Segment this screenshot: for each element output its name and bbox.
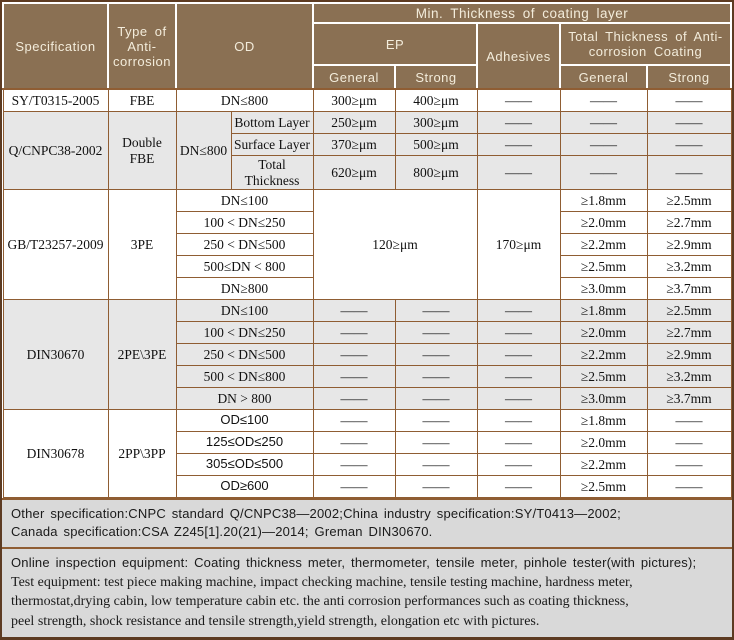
- cell-ep-general: ——: [313, 476, 395, 498]
- cell-spec: DIN30678: [3, 410, 108, 498]
- cell-ep-strong: ——: [395, 454, 477, 476]
- cell-layer: Bottom Layer: [231, 112, 313, 134]
- cell-od: 100 < DN≤250: [176, 322, 313, 344]
- header-type-anticorrosion: Type of Anti-corrosion: [108, 3, 176, 89]
- header-od: OD: [176, 3, 313, 89]
- cell-total-strong: ——: [647, 454, 731, 476]
- cell-type: Double FBE: [108, 112, 176, 190]
- cell-total-general: ≥2.2mm: [560, 344, 647, 366]
- row-cnpc-bottom: [3, 112, 731, 134]
- cell-od: 250 < DN≤500: [176, 234, 313, 256]
- cell-total-general: ≥3.0mm: [560, 278, 647, 300]
- cell-adhesives: ——: [477, 300, 560, 322]
- cell-ep-general: 620≥μm: [313, 156, 395, 190]
- cell-total-general: ≥2.0mm: [560, 432, 647, 454]
- cell-total-strong: ≥3.7mm: [647, 278, 731, 300]
- cell-od: 100 < DN≤250: [176, 212, 313, 234]
- cell-ep-strong: ——: [395, 344, 477, 366]
- cell-total-general: ≥2.2mm: [560, 234, 647, 256]
- cell-total-general: ≥2.5mm: [560, 476, 647, 498]
- cell-total-general: ——: [560, 89, 647, 112]
- cell-total-strong: ——: [647, 156, 731, 190]
- cell-total-strong: ≥2.9mm: [647, 234, 731, 256]
- cell-adhesives: ——: [477, 476, 560, 498]
- header-ep-strong: Strong: [395, 65, 477, 89]
- cell-total-general: ≥1.8mm: [560, 190, 647, 212]
- cell-adhesives: ——: [477, 454, 560, 476]
- cell-total-general: ≥2.0mm: [560, 322, 647, 344]
- cell-ep-general: 250≥μm: [313, 112, 395, 134]
- cell-od: DN≤800: [176, 89, 313, 112]
- cell-total-strong: ≥3.7mm: [647, 388, 731, 410]
- cell-od: DN≤100: [176, 190, 313, 212]
- cell-type: FBE: [108, 89, 176, 112]
- cell-total-strong: ——: [647, 89, 731, 112]
- cell-total-strong: ——: [647, 432, 731, 454]
- cell-total-strong: ——: [647, 476, 731, 498]
- header-specification: Specification: [3, 3, 108, 89]
- cell-total-general: ——: [560, 134, 647, 156]
- cell-spec: GB/T23257-2009: [3, 190, 108, 300]
- cell-total-general: ≥2.2mm: [560, 454, 647, 476]
- cell-ep-general: ——: [313, 322, 395, 344]
- cell-ep-strong: ——: [395, 410, 477, 432]
- cell-total-strong: ≥2.5mm: [647, 300, 731, 322]
- cell-ep-general: ——: [313, 366, 395, 388]
- cell-adhesives: ——: [477, 112, 560, 134]
- cell-od: 500≤DN < 800: [176, 256, 313, 278]
- cell-total-strong: ——: [647, 410, 731, 432]
- row-din78-1: [3, 410, 731, 432]
- cell-od: OD≤100: [176, 410, 313, 432]
- cell-total-general: ≥2.0mm: [560, 212, 647, 234]
- cell-ep-merged: 120≥μm: [313, 190, 477, 300]
- cell-ep-strong: ——: [395, 300, 477, 322]
- header-ep: EP: [313, 23, 477, 65]
- cell-od: DN > 800: [176, 388, 313, 410]
- cell-adhesives: ——: [477, 156, 560, 190]
- cell-od: 500 < DN≤800: [176, 366, 313, 388]
- cell-ep-strong: ——: [395, 388, 477, 410]
- cell-ep-strong: 500≥μm: [395, 134, 477, 156]
- cell-od: 250 < DN≤500: [176, 344, 313, 366]
- row-gb-1: [3, 190, 731, 212]
- cell-ep-strong: 300≥μm: [395, 112, 477, 134]
- cell-ep-general: ——: [313, 344, 395, 366]
- cell-type: 2PE\3PE: [108, 300, 176, 410]
- cell-total-general: ——: [560, 156, 647, 190]
- coating-spec-table: [2, 2, 732, 498]
- other-specifications-note: [2, 498, 732, 547]
- online-inspection-line1: Online inspection equipment: Coating thickness meter, thermometer, tensile meter, pinhole tester(with pictures);: [11, 555, 697, 571]
- test-equipment-line3: thermostat,drying cabin, low temperature cabin etc. the anti corrosion performances such as coating thickness,: [11, 594, 629, 610]
- cell-adhesives: ——: [477, 89, 560, 112]
- cell-total-strong: ——: [647, 112, 731, 134]
- cell-adhesives: ——: [477, 366, 560, 388]
- header-total-strong: Strong: [647, 65, 731, 89]
- cell-adhesives: ——: [477, 322, 560, 344]
- cell-total-general: ≥1.8mm: [560, 300, 647, 322]
- cell-adhesives: 170≥μm: [477, 190, 560, 300]
- cell-ep-strong: 800≥μm: [395, 156, 477, 190]
- cell-total-general: ≥3.0mm: [560, 388, 647, 410]
- header-adhesives: Adhesives: [477, 23, 560, 89]
- cell-total-general: ≥2.5mm: [560, 256, 647, 278]
- cell-total-general: ≥2.5mm: [560, 366, 647, 388]
- cell-ep-general: ——: [313, 300, 395, 322]
- cell-ep-strong: ——: [395, 432, 477, 454]
- header-total-thickness: Total Thickness of Anti-corrosion Coating: [560, 23, 731, 65]
- cell-od: 125≤OD≤250: [176, 432, 313, 454]
- cell-adhesives: ——: [477, 344, 560, 366]
- cell-total-strong: ≥2.9mm: [647, 344, 731, 366]
- cell-ep-general: ——: [313, 432, 395, 454]
- cell-total-strong: ——: [647, 134, 731, 156]
- header-ep-general: General: [313, 65, 395, 89]
- cell-total-strong: ≥3.2mm: [647, 366, 731, 388]
- cell-ep-strong: ——: [395, 476, 477, 498]
- cell-type: 2PP\3PP: [108, 410, 176, 498]
- cell-spec: Q/CNPC38-2002: [3, 112, 108, 190]
- cell-ep-general: 300≥μm: [313, 89, 395, 112]
- cell-ep-strong: 400≥μm: [395, 89, 477, 112]
- cell-ep-strong: ——: [395, 322, 477, 344]
- inspection-equipment-note: [2, 547, 732, 637]
- cell-od: DN≤100: [176, 300, 313, 322]
- cell-od: 305≤OD≤500: [176, 454, 313, 476]
- cell-ep-general: ——: [313, 410, 395, 432]
- row-syt0315: [3, 89, 731, 112]
- row-din70-1: [3, 300, 731, 322]
- cell-ep-general: ——: [313, 454, 395, 476]
- other-specs-line1: Other specification:CNPC standard Q/CNPC38—2002;China industry specification:SY/T0413—2002;: [11, 506, 621, 521]
- other-specs-line2: Canada specification:CSA Z245[1].20(21)—2014; Greman DIN30670.: [11, 524, 433, 540]
- cell-od: OD≥600: [176, 476, 313, 498]
- cell-od: DN≤800: [176, 112, 231, 190]
- header-total-general: General: [560, 65, 647, 89]
- cell-total-strong: ≥2.5mm: [647, 190, 731, 212]
- cell-spec: SY/T0315-2005: [3, 89, 108, 112]
- cell-total-strong: ≥2.7mm: [647, 212, 731, 234]
- cell-total-strong: ≥2.7mm: [647, 322, 731, 344]
- cell-type: 3PE: [108, 190, 176, 300]
- header-min-thickness: Min. Thickness of coating layer: [313, 3, 731, 23]
- cell-layer: Total Thickness: [231, 156, 313, 190]
- cell-layer: Surface Layer: [231, 134, 313, 156]
- cell-total-general: ≥1.8mm: [560, 410, 647, 432]
- cell-total-strong: ≥3.2mm: [647, 256, 731, 278]
- cell-ep-general: ——: [313, 388, 395, 410]
- cell-spec: DIN30670: [3, 300, 108, 410]
- cell-od: DN≥800: [176, 278, 313, 300]
- cell-adhesives: ——: [477, 388, 560, 410]
- cell-ep-general: 370≥μm: [313, 134, 395, 156]
- test-equipment-line4: peel strength, shock resistance and tensile strength,yield strength, elongation etc with pictures.: [11, 613, 540, 629]
- cell-adhesives: ——: [477, 410, 560, 432]
- cell-adhesives: ——: [477, 134, 560, 156]
- test-equipment-line2: Test equipment: test piece making machine, impact checking machine, tensile testing machine, hardness meter,: [11, 574, 633, 590]
- cell-ep-strong: ——: [395, 366, 477, 388]
- cell-total-general: ——: [560, 112, 647, 134]
- cell-adhesives: ——: [477, 432, 560, 454]
